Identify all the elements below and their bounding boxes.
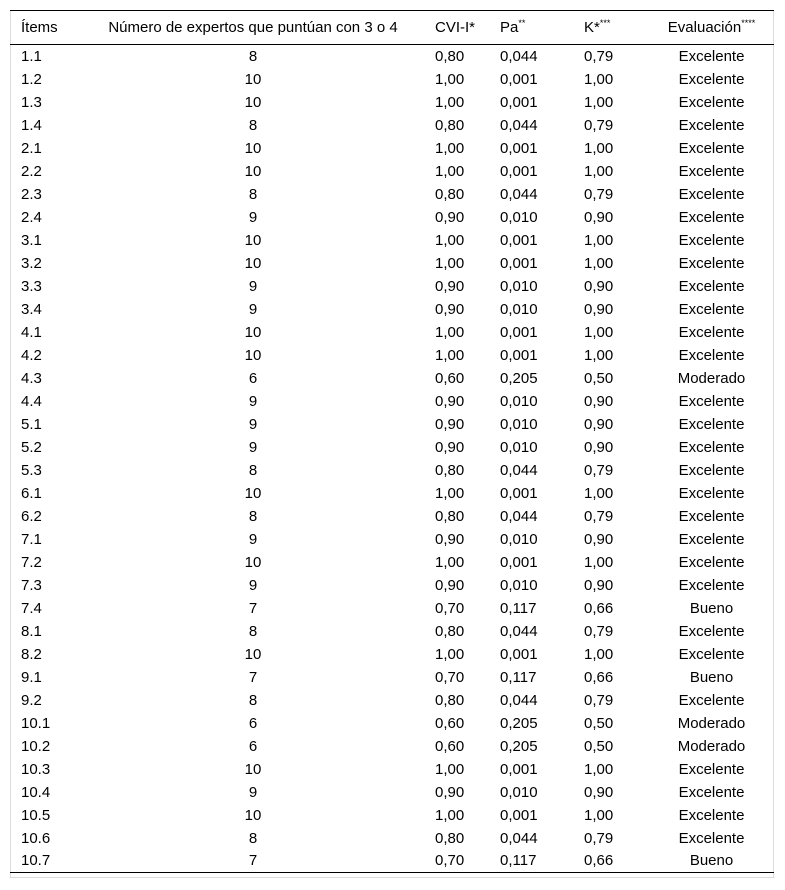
cell-eval: Excelente <box>678 829 745 847</box>
cell-k: 0,90 <box>584 530 614 548</box>
cell-eval: Excelente <box>678 576 745 594</box>
cell-item: 3.3 <box>21 277 42 295</box>
cell-item: 2.3 <box>21 185 42 203</box>
cell-pa: 0,001 <box>500 323 538 341</box>
cell-eval: Excelente <box>678 806 745 824</box>
cell-k: 0,66 <box>584 599 614 617</box>
cell-cvi: 0,90 <box>435 392 465 410</box>
cell-item: 10.5 <box>21 806 51 824</box>
cell-eval: Bueno <box>689 599 734 617</box>
cell-experts: 8 <box>248 829 258 847</box>
table-row <box>10 68 774 91</box>
cell-item: 2.2 <box>21 162 42 180</box>
cell-cvi: 1,00 <box>435 162 465 180</box>
cell-experts: 10 <box>244 231 262 249</box>
cell-eval: Excelente <box>678 116 745 134</box>
cell-eval: Excelente <box>678 691 745 709</box>
cell-k: 1,00 <box>584 553 614 571</box>
cell-eval: Moderado <box>677 369 746 387</box>
cell-experts: 9 <box>248 277 258 295</box>
table-row <box>10 137 774 160</box>
cell-k: 0,90 <box>584 783 614 801</box>
cell-pa: 0,117 <box>500 850 584 873</box>
cell-item: 10.4 <box>21 783 51 801</box>
table-row <box>10 620 774 643</box>
cell-eval: Excelente <box>678 254 745 272</box>
cell-pa: 0,001 <box>500 231 538 249</box>
cell-eval: Excelente <box>678 323 745 341</box>
cell-eval: Bueno <box>689 668 734 686</box>
cell-cvi: 0,90 <box>435 277 465 295</box>
table-row <box>10 528 774 551</box>
cell-k: 1,00 <box>584 645 614 663</box>
table-row <box>10 712 774 735</box>
cell-eval: Excelente <box>678 760 745 778</box>
cell-experts: 10 <box>244 323 262 341</box>
header-items <box>10 11 81 45</box>
cell-k: 0,90 <box>584 300 614 318</box>
cell-eval: Excelente <box>678 622 745 640</box>
cell-cvi: 1,00 <box>435 231 465 249</box>
cell-experts: 9 <box>248 415 258 433</box>
cell-k: 1,00 <box>584 231 614 249</box>
cell-experts: 8 <box>248 461 258 479</box>
cell-pa: 0,044 <box>500 47 538 65</box>
cell-pa: 0,044 <box>500 507 538 525</box>
cell-item: 1.2 <box>21 70 42 88</box>
cell-eval: Excelente <box>678 553 745 571</box>
table-row <box>10 735 774 758</box>
cell-eval: Excelente <box>678 277 745 295</box>
cell-cvi: 0,60 <box>435 737 465 755</box>
cell-cvi: 0,80 <box>435 47 465 65</box>
cell-eval: Moderado <box>677 737 746 755</box>
cell-k: 1,00 <box>584 162 614 180</box>
cell-experts: 6 <box>248 737 258 755</box>
table-row <box>10 344 774 367</box>
cell-experts: 9 <box>248 300 258 318</box>
cell-pa: 0,117 <box>500 668 537 686</box>
cell-eval: Excelente <box>678 438 745 456</box>
cell-item: 5.2 <box>21 438 42 456</box>
cell-k: 1,00 <box>584 254 614 272</box>
cell-pa: 0,010 <box>500 277 538 295</box>
cell-k: 1,00 <box>584 484 614 502</box>
cell-eval: Excelente <box>678 162 745 180</box>
cell-cvi: 0,90 <box>435 783 465 801</box>
cell-experts: 8 <box>248 622 258 640</box>
cell-experts: 6 <box>248 369 258 387</box>
cell-item: 8.2 <box>21 645 42 663</box>
cell-k: 0,79 <box>584 622 614 640</box>
cell-experts: 10 <box>244 760 262 778</box>
cell-eval: Excelente <box>678 70 745 88</box>
cell-item: 7.4 <box>21 599 42 617</box>
cell-pa: 0,044 <box>500 116 538 134</box>
cell-eval: Excelente <box>678 461 745 479</box>
cell-eval: Excelente <box>678 484 745 502</box>
cell-pa: 0,001 <box>500 162 538 180</box>
cell-eval: Excelente <box>678 185 745 203</box>
table-row <box>10 436 774 459</box>
cell-item: 7.2 <box>21 553 42 571</box>
table-row <box>10 781 774 804</box>
cell-experts: 9 <box>248 783 258 801</box>
cell-k: 1,00 <box>584 346 614 364</box>
cell-pa: 0,205 <box>500 369 538 387</box>
header-eval <box>649 11 774 45</box>
cell-eval: Excelente <box>678 208 745 226</box>
cell-eval: Excelente <box>678 93 745 111</box>
table-row <box>10 160 774 183</box>
cell-item: 1.4 <box>21 116 42 134</box>
cell-experts: 10 <box>244 645 262 663</box>
cell-item: 8.1 <box>21 622 42 640</box>
cell-experts: 8 <box>248 185 258 203</box>
table-row <box>10 689 774 712</box>
cell-experts: 10 <box>244 254 262 272</box>
table-row <box>10 413 774 436</box>
cell-pa: 0,010 <box>500 415 538 433</box>
header-experts <box>81 11 425 45</box>
cell-cvi: 1,00 <box>435 139 465 157</box>
cell-k: 0,79 <box>584 691 614 709</box>
cell-k: 0,66 <box>584 850 649 873</box>
cell-item: 1.1 <box>21 47 42 65</box>
cell-cvi: 1,00 <box>435 553 465 571</box>
validity-table <box>10 10 774 873</box>
cell-eval: Excelente <box>678 783 745 801</box>
header-row <box>10 11 774 45</box>
cell-pa: 0,044 <box>500 691 538 709</box>
cell-item: 10.3 <box>21 760 51 778</box>
header-k-footnote-mark: *** <box>599 18 611 28</box>
cell-experts: 9 <box>248 438 258 456</box>
table-row <box>10 758 774 781</box>
cell-cvi: 0,80 <box>435 461 465 479</box>
cell-cvi: 0,80 <box>435 116 465 134</box>
cell-k: 1,00 <box>584 323 614 341</box>
cell-pa: 0,001 <box>500 760 538 778</box>
cell-experts: 10 <box>244 806 262 824</box>
cell-item: 5.3 <box>21 461 42 479</box>
cell-cvi: 1,00 <box>435 254 465 272</box>
cell-pa: 0,010 <box>500 530 538 548</box>
cell-k: 1,00 <box>584 806 614 824</box>
cell-pa: 0,044 <box>500 829 538 847</box>
cell-eval: Excelente <box>678 392 745 410</box>
header-pa <box>500 11 584 45</box>
cell-k: 0,90 <box>584 208 614 226</box>
table-row <box>10 850 774 873</box>
cell-experts: 9 <box>248 208 258 226</box>
table-body <box>10 45 774 873</box>
table-row <box>10 298 774 321</box>
cell-cvi: 1,00 <box>435 806 465 824</box>
cell-cvi: 0,70 <box>435 599 465 617</box>
cell-k: 1,00 <box>584 93 614 111</box>
header-experts-label: Número de expertos que puntúan con 3 o 4 <box>108 19 398 36</box>
cell-experts: 8 <box>248 507 258 525</box>
cell-pa: 0,044 <box>500 185 538 203</box>
cell-experts: 10 <box>244 70 262 88</box>
cell-pa: 0,001 <box>500 139 538 157</box>
cell-k: 0,90 <box>584 277 614 295</box>
cell-item: 4.4 <box>21 392 42 410</box>
cell-k: 0,79 <box>584 185 614 203</box>
table-row <box>10 390 774 413</box>
cell-k: 0,66 <box>584 668 614 686</box>
cell-pa: 0,010 <box>500 208 538 226</box>
cell-item: 6.1 <box>21 484 42 502</box>
cell-item: 7.3 <box>21 576 42 594</box>
cell-eval: Excelente <box>678 346 745 364</box>
cell-eval: Excelente <box>678 530 745 548</box>
cell-cvi: 0,80 <box>435 185 465 203</box>
table-row <box>10 459 774 482</box>
table-row <box>10 367 774 390</box>
cell-pa: 0,010 <box>500 392 538 410</box>
cell-item: 2.1 <box>21 139 42 157</box>
cell-k: 0,79 <box>584 47 614 65</box>
cell-item: 4.2 <box>21 346 42 364</box>
cell-experts: 9 <box>248 530 258 548</box>
cell-experts: 10 <box>244 162 262 180</box>
cell-pa: 0,001 <box>500 93 538 111</box>
cell-pa: 0,001 <box>500 645 538 663</box>
cell-eval: Excelente <box>678 231 745 249</box>
header-items-label: Ítems <box>21 19 58 36</box>
header-pa-footnote-mark: ** <box>518 18 526 28</box>
cell-eval: Excelente <box>678 300 745 318</box>
cell-experts: 10 <box>244 553 262 571</box>
cell-cvi: 1,00 <box>435 484 465 502</box>
cell-cvi: 0,90 <box>435 438 465 456</box>
table-row <box>10 45 774 68</box>
cell-pa: 0,001 <box>500 553 538 571</box>
cell-cvi: 1,00 <box>435 346 465 364</box>
cell-cvi: 1,00 <box>435 760 465 778</box>
cell-eval: Excelente <box>678 139 745 157</box>
cell-item: 9.1 <box>21 668 42 686</box>
cell-cvi: 1,00 <box>435 645 465 663</box>
header-eval-label: Evaluación <box>667 19 742 36</box>
cell-k: 0,79 <box>584 829 614 847</box>
header-eval-footnote-mark: **** <box>741 18 756 28</box>
cell-pa: 0,001 <box>500 254 538 272</box>
cell-experts: 7 <box>81 850 425 873</box>
cell-pa: 0,010 <box>500 783 538 801</box>
cell-pa: 0,001 <box>500 70 538 88</box>
cell-cvi: 0,80 <box>435 691 465 709</box>
cell-experts: 9 <box>248 576 258 594</box>
cell-cvi: 0,90 <box>435 300 465 318</box>
header-pa-label: Pa <box>500 19 519 36</box>
cell-experts: 8 <box>248 47 258 65</box>
cell-pa: 0,001 <box>500 806 538 824</box>
cell-cvi: 0,80 <box>435 507 465 525</box>
table-row <box>10 643 774 666</box>
table-row <box>10 597 774 620</box>
table-row <box>10 804 774 827</box>
cell-k: 1,00 <box>584 139 614 157</box>
cell-pa: 0,044 <box>500 461 538 479</box>
table-row <box>10 252 774 275</box>
table-row <box>10 482 774 505</box>
cell-item: 10.2 <box>21 737 51 755</box>
cell-pa: 0,010 <box>500 576 538 594</box>
cell-k: 0,79 <box>584 116 614 134</box>
cell-cvi: 0,60 <box>435 714 465 732</box>
cell-cvi: 0,90 <box>435 576 465 594</box>
cell-pa: 0,010 <box>500 300 538 318</box>
table-row <box>10 574 774 597</box>
table-row <box>10 827 774 850</box>
cell-cvi: 0,80 <box>435 622 465 640</box>
cell-item: 3.1 <box>21 231 42 249</box>
cell-item: 9.2 <box>21 691 42 709</box>
cell-eval: Bueno <box>649 850 774 873</box>
cell-pa: 0,205 <box>500 737 538 755</box>
table-row <box>10 551 774 574</box>
cell-experts: 6 <box>248 714 258 732</box>
cell-pa: 0,044 <box>500 622 538 640</box>
cell-k: 0,79 <box>584 461 614 479</box>
cell-experts: 7 <box>248 668 258 686</box>
header-k-label: K* <box>584 19 600 36</box>
cell-pa: 0,001 <box>500 484 538 502</box>
cell-cvi: 1,00 <box>435 70 465 88</box>
cell-experts: 10 <box>244 346 262 364</box>
cell-cvi: 1,00 <box>435 93 465 111</box>
cell-cvi: 0,70 <box>425 850 500 873</box>
cell-item: 2.4 <box>21 208 42 226</box>
cell-cvi: 0,80 <box>435 829 465 847</box>
table-row <box>10 114 774 137</box>
cell-item: 1.3 <box>21 93 42 111</box>
cell-experts: 9 <box>248 392 258 410</box>
table-row <box>10 666 774 689</box>
header-cvi <box>425 11 500 45</box>
cell-pa: 0,001 <box>500 346 538 364</box>
table-row <box>10 229 774 252</box>
table-row <box>10 206 774 229</box>
cell-k: 0,90 <box>584 392 614 410</box>
cell-k: 0,79 <box>584 507 614 525</box>
cell-item: 10.1 <box>21 714 51 732</box>
header-k <box>584 11 649 45</box>
cell-experts: 10 <box>244 93 262 111</box>
table-row <box>10 275 774 298</box>
cell-eval: Excelente <box>678 415 745 433</box>
cell-k: 1,00 <box>584 70 614 88</box>
cell-eval: Excelente <box>678 47 745 65</box>
cell-pa: 0,205 <box>500 714 538 732</box>
cell-k: 0,90 <box>584 438 614 456</box>
header-cvi-label: CVI-I* <box>435 19 476 36</box>
cell-item: 6.2 <box>21 507 42 525</box>
cell-cvi: 1,00 <box>435 323 465 341</box>
table-row <box>10 183 774 206</box>
table-row <box>10 91 774 114</box>
cell-cvi: 0,60 <box>435 369 465 387</box>
table-row <box>10 321 774 344</box>
cell-item: 10.6 <box>21 829 51 847</box>
cell-k: 0,50 <box>584 369 614 387</box>
table-row <box>10 505 774 528</box>
cell-k: 0,90 <box>584 415 614 433</box>
cell-k: 0,90 <box>584 576 614 594</box>
cell-eval: Excelente <box>678 645 745 663</box>
cell-pa: 0,117 <box>500 599 537 617</box>
cell-experts: 7 <box>248 599 258 617</box>
cell-cvi: 0,90 <box>435 208 465 226</box>
cell-experts: 10 <box>244 139 262 157</box>
cell-item: 5.1 <box>21 415 42 433</box>
cell-item: 4.3 <box>21 369 42 387</box>
cell-eval: Moderado <box>677 714 746 732</box>
cell-eval: Excelente <box>678 507 745 525</box>
cell-item: 7.1 <box>21 530 42 548</box>
cell-k: 0,50 <box>584 714 614 732</box>
cell-k: 1,00 <box>584 760 614 778</box>
cell-cvi: 0,90 <box>435 530 465 548</box>
cell-cvi: 0,90 <box>435 415 465 433</box>
cell-item: 3.4 <box>21 300 42 318</box>
cell-cvi: 0,70 <box>435 668 465 686</box>
cell-item: 3.2 <box>21 254 42 272</box>
cell-experts: 10 <box>244 484 262 502</box>
cell-pa: 0,010 <box>500 438 538 456</box>
cell-experts: 8 <box>248 116 258 134</box>
cell-item: 10.7 <box>10 850 81 873</box>
cell-item: 4.1 <box>21 323 42 341</box>
cell-k: 0,50 <box>584 737 614 755</box>
cell-experts: 8 <box>248 691 258 709</box>
